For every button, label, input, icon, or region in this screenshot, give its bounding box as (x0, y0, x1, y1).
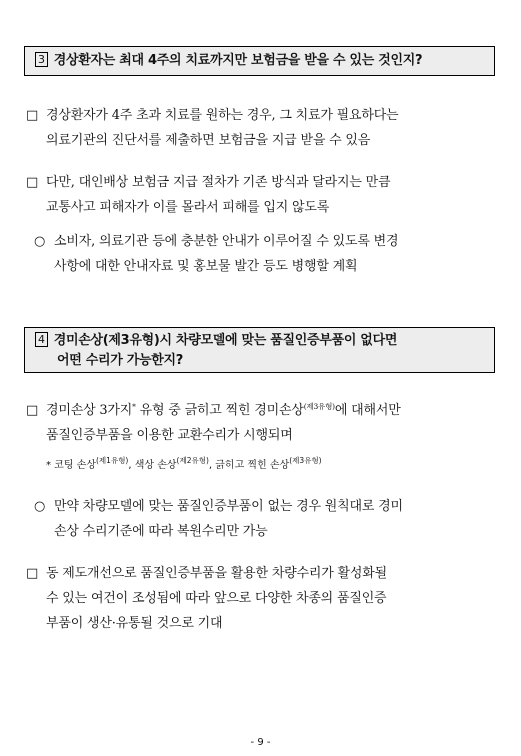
answer-3-item-1-line1: 경상환자가 4주 초과 치료를 원하는 경우, 그 치료가 필요하다는 (46, 108, 399, 123)
footnote-mid1: , 색상 손상 (128, 460, 177, 471)
question-4-title-line1: 경미손상(제3유형)시 차량모델에 맞는 품질인증부품이 없다면 (53, 333, 398, 348)
answer-4-item-1 (26, 398, 401, 448)
circle-bullet-icon: ○ (34, 499, 46, 514)
question-4-number: 4 (35, 332, 48, 347)
answer-4-item-1-part3: 에 대해서만 (334, 403, 401, 418)
answer-4-item-2-line1: 만약 차량모델에 맞는 품질인증부품이 없는 경우 원칙대로 경미 (54, 499, 403, 514)
question-3-title: 경상환자는 최대 4주의 치료까지만 보험금을 받을 수 있는 것인지? (53, 53, 423, 68)
answer-4-item-3-line2: 수 있는 여건이 조성됨에 따라 앞으로 다양한 차종의 품질인증 (46, 591, 387, 606)
answer-4-item-3 (26, 561, 387, 636)
page-number: - 9 - (250, 737, 271, 748)
answer-4-item-2 (34, 494, 403, 544)
type-3-superscript: (제3유형) (289, 456, 322, 465)
answer-4-item-3-line1: 동 제도개선으로 품질인증부품을 활용한 차량수리가 활성화될 (46, 566, 387, 581)
question-4-box (24, 327, 495, 373)
type-1-superscript: (제1유형) (96, 456, 129, 465)
answer-4-item-3-line3: 부품이 생산·유통될 것으로 기대 (46, 616, 223, 631)
damage-type-footnote (46, 456, 322, 473)
question-3-box (24, 46, 495, 76)
answer-3-item-2-line1: 다만, 대인배상 보험금 지급 절차가 기존 방식과 달라지는 만큼 (46, 175, 391, 190)
square-bullet-icon: □ (26, 175, 39, 190)
answer-3-item-3-line2: 사항에 대한 안내자료 및 홍보물 발간 등도 병행할 계획 (54, 259, 358, 274)
answer-3-item-3-line1: 소비자, 의료기관 등에 충분한 안내가 이루어질 수 있도록 변경 (54, 234, 399, 249)
answer-4-item-1-part2: 유형 중 긁히고 찍힌 경미손상 (135, 403, 304, 418)
square-bullet-icon: □ (26, 108, 39, 123)
answer-3-item-1 (26, 103, 398, 153)
footnote-marker: * (132, 402, 136, 411)
question-4-title-line2: 어떤 수리가 가능한지? (57, 353, 184, 368)
answer-4-item-1-part1: 경미손상 3가지 (46, 403, 133, 418)
footnote-prefix: * 코팅 손상 (46, 460, 96, 471)
answer-3-item-3 (34, 229, 398, 279)
question-3-number: 3 (35, 52, 48, 67)
answer-3-item-1-line2: 의료기관의 진단서를 제출하면 보험금을 지급 받을 수 있음 (46, 133, 371, 148)
footnote-mid2: , 긁히고 찍힌 손상 (208, 460, 290, 471)
answer-3-item-2-line2: 교통사고 피해자가 이를 몰라서 피해를 입지 않도록 (46, 200, 330, 215)
answer-4-item-2-line2: 손상 수리기준에 따라 복원수리만 가능 (54, 524, 268, 539)
square-bullet-icon: □ (26, 403, 39, 418)
answer-4-item-1-line2: 품질인증부품을 이용한 교환수리가 시행되며 (46, 428, 293, 443)
answer-3-item-2 (26, 170, 390, 220)
type-3-superscript: (제3유형) (303, 402, 335, 411)
type-2-superscript: (제2유형) (176, 456, 209, 465)
square-bullet-icon: □ (26, 566, 39, 581)
circle-bullet-icon: ○ (34, 234, 46, 249)
